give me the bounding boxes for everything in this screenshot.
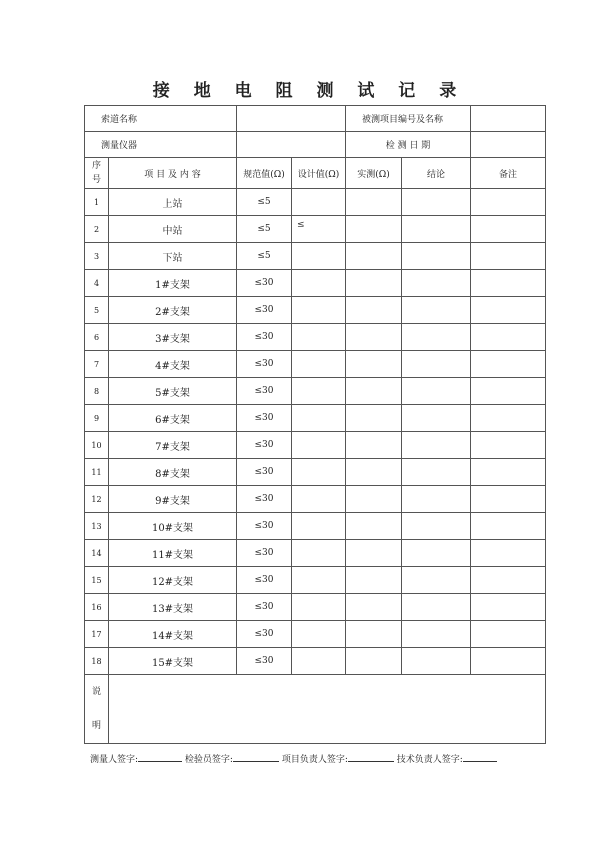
row-actual-value[interactable] <box>346 351 402 378</box>
row-norm-value: ≤30 <box>237 621 292 648</box>
row-norm-value: ≤30 <box>237 351 292 378</box>
row-seq: 16 <box>85 594 109 621</box>
row-conclusion[interactable] <box>402 216 471 243</box>
row-item: 2#支架 <box>109 297 237 324</box>
row-norm-value: ≤30 <box>237 324 292 351</box>
row-remark[interactable] <box>471 324 546 351</box>
row-item: 4#支架 <box>109 351 237 378</box>
row-item: 15#支架 <box>109 648 237 675</box>
col-seq-line-2: 号 <box>91 175 101 185</box>
row-design-value[interactable] <box>292 486 346 513</box>
row-norm-value: ≤30 <box>237 540 292 567</box>
row-seq: 18 <box>85 648 109 675</box>
row-item: 5#支架 <box>109 378 237 405</box>
row-design-value[interactable] <box>292 540 346 567</box>
ropeway-name-field[interactable] <box>237 106 346 132</box>
row-actual-value[interactable] <box>346 270 402 297</box>
row-item: 中站 <box>109 216 237 243</box>
column-header-row <box>85 158 546 189</box>
row-conclusion[interactable] <box>402 324 471 351</box>
note-label-line-2: 明 <box>91 721 101 731</box>
row-item: 7#支架 <box>109 432 237 459</box>
row-actual-value[interactable] <box>346 648 402 675</box>
row-norm-value: ≤30 <box>237 405 292 432</box>
row-remark[interactable] <box>471 351 546 378</box>
row-actual-value[interactable] <box>346 297 402 324</box>
table-row <box>85 351 546 378</box>
row-seq: 1 <box>85 189 109 216</box>
row-item: 上站 <box>109 189 237 216</box>
test-date-field[interactable] <box>471 132 546 158</box>
row-actual-value[interactable] <box>346 621 402 648</box>
row-actual-value[interactable] <box>346 459 402 486</box>
row-actual-value[interactable] <box>346 216 402 243</box>
row-actual-value[interactable] <box>346 540 402 567</box>
col-design-header: 设计值(Ω) <box>292 158 346 189</box>
tech-lead-sign-label: 技术负责人签字: <box>396 755 463 765</box>
row-seq: 9 <box>85 405 109 432</box>
row-seq: 4 <box>85 270 109 297</box>
row-remark[interactable] <box>471 378 546 405</box>
row-norm-value: ≤30 <box>237 378 292 405</box>
table-row <box>85 243 546 270</box>
row-actual-value[interactable] <box>346 513 402 540</box>
row-remark[interactable] <box>471 621 546 648</box>
row-remark[interactable] <box>471 297 546 324</box>
table-row <box>85 648 546 675</box>
row-remark[interactable] <box>471 486 546 513</box>
row-item: 12#支架 <box>109 567 237 594</box>
col-actual-header: 实测(Ω) <box>346 158 402 189</box>
table-row <box>85 486 546 513</box>
col-norm-header: 规范值(Ω) <box>237 158 292 189</box>
row-conclusion[interactable] <box>402 540 471 567</box>
row-seq: 17 <box>85 621 109 648</box>
tested-project-field[interactable] <box>471 106 546 132</box>
row-item: 10#支架 <box>109 513 237 540</box>
table-row <box>85 621 546 648</box>
col-seq-header <box>85 158 109 189</box>
row-design-value[interactable] <box>292 567 346 594</box>
instrument-field[interactable] <box>237 132 346 158</box>
row-remark[interactable] <box>471 594 546 621</box>
row-seq: 12 <box>85 486 109 513</box>
row-design-value[interactable] <box>292 297 346 324</box>
table-row <box>85 459 546 486</box>
row-conclusion[interactable] <box>402 378 471 405</box>
row-design-value[interactable] <box>292 459 346 486</box>
row-remark[interactable] <box>471 270 546 297</box>
note-label-line-1: 说 <box>91 687 101 697</box>
row-norm-value: ≤30 <box>237 648 292 675</box>
row-seq: 14 <box>85 540 109 567</box>
row-norm-value: ≤5 <box>237 216 292 243</box>
tested-project-label: 被测项目编号及名称 <box>346 106 471 132</box>
row-seq: 2 <box>85 216 109 243</box>
row-remark[interactable] <box>471 405 546 432</box>
row-conclusion[interactable] <box>402 405 471 432</box>
row-remark[interactable] <box>471 189 546 216</box>
table-row <box>85 324 546 351</box>
row-actual-value[interactable] <box>346 378 402 405</box>
design-value-text: ≤ <box>297 220 305 230</box>
table-row <box>85 540 546 567</box>
inspector-sign-blank[interactable] <box>233 752 279 762</box>
row-norm-value: ≤30 <box>237 432 292 459</box>
row-conclusion[interactable] <box>402 297 471 324</box>
measurer-sign-label: 测量人签字: <box>90 755 139 765</box>
table-row <box>85 216 546 243</box>
table-row <box>85 378 546 405</box>
table-row <box>85 432 546 459</box>
row-design-value[interactable] <box>292 432 346 459</box>
row-norm-value: ≤30 <box>237 297 292 324</box>
row-remark[interactable] <box>471 243 546 270</box>
col-conclusion-header: 结论 <box>402 158 471 189</box>
row-item: 14#支架 <box>109 621 237 648</box>
row-seq: 13 <box>85 513 109 540</box>
header-row-instrument <box>85 132 546 158</box>
row-design-value[interactable] <box>292 189 346 216</box>
row-conclusion[interactable] <box>402 243 471 270</box>
page-title: 接 地 电 阻 测 试 记 录 <box>152 81 466 101</box>
row-design-value[interactable] <box>292 594 346 621</box>
row-item: 11#支架 <box>109 540 237 567</box>
row-item: 8#支架 <box>109 459 237 486</box>
col-item-header: 项 目 及 内 容 <box>109 158 237 189</box>
row-norm-value: ≤5 <box>237 243 292 270</box>
data-rows <box>85 189 546 675</box>
note-field[interactable] <box>109 675 546 744</box>
table-row <box>85 189 546 216</box>
row-remark[interactable] <box>471 540 546 567</box>
ropeway-name-label: 索道名称 <box>85 106 237 132</box>
tech-lead-sign-blank[interactable] <box>463 752 497 762</box>
row-design-value[interactable] <box>292 648 346 675</box>
row-actual-value[interactable] <box>346 432 402 459</box>
row-conclusion[interactable] <box>402 513 471 540</box>
row-seq: 11 <box>85 459 109 486</box>
col-remark-header: 备注 <box>471 158 546 189</box>
row-item: 6#支架 <box>109 405 237 432</box>
row-actual-value[interactable] <box>346 594 402 621</box>
row-design-value[interactable] <box>292 243 346 270</box>
row-norm-value: ≤5 <box>237 189 292 216</box>
row-actual-value[interactable] <box>346 405 402 432</box>
row-design-value[interactable] <box>292 216 346 243</box>
row-actual-value[interactable] <box>346 189 402 216</box>
row-seq: 5 <box>85 297 109 324</box>
col-seq-line-1: 序 <box>91 161 101 171</box>
test-date-label: 检 测 日 期 <box>346 132 471 158</box>
row-seq: 7 <box>85 351 109 378</box>
row-conclusion[interactable] <box>402 351 471 378</box>
row-actual-value[interactable] <box>346 567 402 594</box>
row-remark[interactable] <box>471 459 546 486</box>
row-design-value[interactable] <box>292 621 346 648</box>
row-remark[interactable] <box>471 216 546 243</box>
row-seq: 3 <box>85 243 109 270</box>
row-norm-value: ≤30 <box>237 567 292 594</box>
row-norm-value: ≤30 <box>237 513 292 540</box>
row-conclusion[interactable] <box>402 270 471 297</box>
row-conclusion[interactable] <box>402 486 471 513</box>
instrument-label: 测量仪器 <box>85 132 237 158</box>
project-lead-sign-label: 项目负责人签字: <box>281 755 348 765</box>
row-conclusion[interactable] <box>402 648 471 675</box>
measurer-sign-blank[interactable] <box>138 752 182 762</box>
signature-line <box>90 752 530 765</box>
row-conclusion[interactable] <box>402 459 471 486</box>
row-norm-value: ≤30 <box>237 594 292 621</box>
row-seq: 6 <box>85 324 109 351</box>
row-remark[interactable] <box>471 567 546 594</box>
row-actual-value[interactable] <box>346 243 402 270</box>
row-conclusion[interactable] <box>402 432 471 459</box>
project-lead-sign-blank[interactable] <box>348 752 394 762</box>
row-item: 13#支架 <box>109 594 237 621</box>
row-design-value[interactable] <box>292 351 346 378</box>
row-item: 9#支架 <box>109 486 237 513</box>
row-seq: 15 <box>85 567 109 594</box>
row-norm-value: ≤30 <box>237 270 292 297</box>
row-conclusion[interactable] <box>402 189 471 216</box>
row-item: 下站 <box>109 243 237 270</box>
table-row <box>85 270 546 297</box>
row-design-value[interactable] <box>292 324 346 351</box>
table-row <box>85 513 546 540</box>
row-remark[interactable] <box>471 648 546 675</box>
row-norm-value: ≤30 <box>237 486 292 513</box>
row-remark[interactable] <box>471 432 546 459</box>
header-row-ropeway <box>85 106 546 132</box>
row-design-value[interactable] <box>292 270 346 297</box>
row-actual-value[interactable] <box>346 324 402 351</box>
row-conclusion[interactable] <box>402 621 471 648</box>
table-row <box>85 405 546 432</box>
row-item: 1#支架 <box>109 270 237 297</box>
row-seq: 8 <box>85 378 109 405</box>
row-remark[interactable] <box>471 513 546 540</box>
note-row <box>85 675 546 744</box>
row-conclusion[interactable] <box>402 594 471 621</box>
row-seq: 10 <box>85 432 109 459</box>
table-row <box>85 297 546 324</box>
row-conclusion[interactable] <box>402 567 471 594</box>
row-design-value[interactable] <box>292 378 346 405</box>
table-row <box>85 567 546 594</box>
row-norm-value: ≤30 <box>237 459 292 486</box>
note-label <box>85 675 109 744</box>
row-actual-value[interactable] <box>346 486 402 513</box>
row-item: 3#支架 <box>109 324 237 351</box>
grounding-resistance-form <box>84 105 546 744</box>
row-design-value[interactable] <box>292 405 346 432</box>
table-row <box>85 594 546 621</box>
inspector-sign-label: 检验员签字: <box>184 755 233 765</box>
row-design-value[interactable] <box>292 513 346 540</box>
